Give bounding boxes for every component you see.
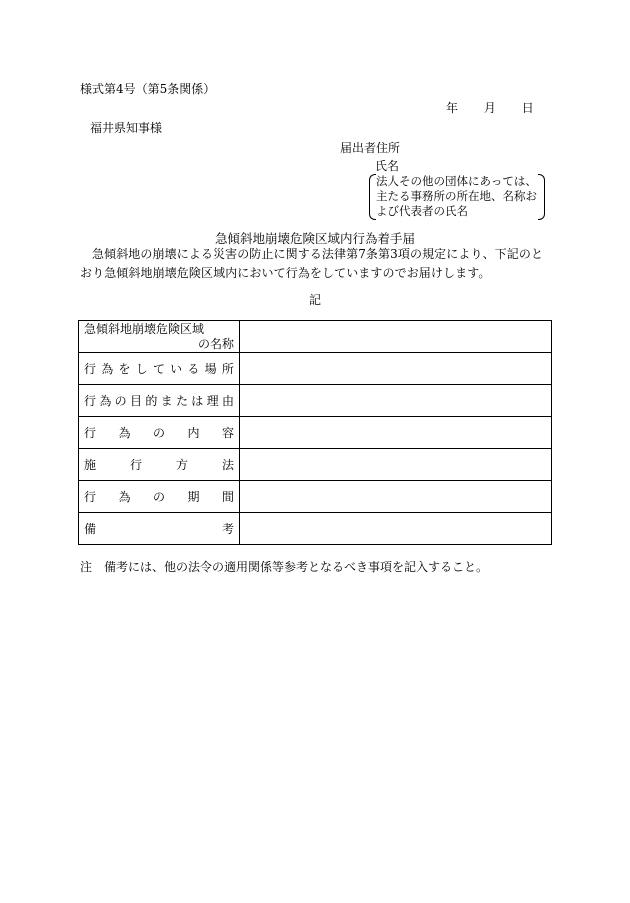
row-label-text: 備 考	[84, 522, 234, 536]
footnote: 注 備考には、他の法令の適用関係等参考となるべき事項を記入すること。	[80, 560, 489, 574]
table-row	[79, 321, 552, 353]
applicant-name-label: 氏名	[375, 159, 400, 173]
area-name-line1: 急傾斜地崩壊危険区域	[84, 321, 205, 336]
bracket-left	[369, 174, 376, 220]
row-label-text: 施 行 方 法	[84, 458, 234, 472]
ki-heading: 記	[308, 293, 321, 307]
corporation-note	[369, 174, 545, 220]
table-row	[79, 385, 552, 417]
document-title: 急傾斜地崩壊危険区域内行為着手届	[214, 231, 415, 246]
value-cell-method[interactable]	[240, 449, 552, 481]
row-label-text: 行 為 の 内 容	[84, 426, 234, 440]
value-cell-purpose[interactable]	[240, 385, 552, 417]
body-text: 急傾斜地の崩壊による災害の防止に関する法律第7条第3項の規定により、下記のとおり急傾斜地崩壊危険区域内において行為をしていますのでお届けします。	[80, 247, 544, 280]
date-month: 月	[483, 101, 496, 115]
row-label-period	[79, 481, 240, 513]
value-cell-content[interactable]	[240, 417, 552, 449]
corporation-note-text: 法人その他の団体にあっては、主たる事務所の所在地、名称および代表者の氏名	[376, 174, 537, 218]
date-year: 年	[446, 101, 459, 115]
table-row	[79, 353, 552, 385]
addressee: 福井県知事様	[90, 121, 163, 135]
row-label-text: 行 為 の 期 間	[84, 490, 234, 504]
row-label-content	[79, 417, 240, 449]
value-cell-period[interactable]	[240, 481, 552, 513]
table-row	[79, 417, 552, 449]
form-number: 様式第4号（第5条関係）	[80, 82, 216, 96]
row-label-area-name	[79, 321, 240, 353]
value-cell-place[interactable]	[240, 353, 552, 385]
date-day: 日	[521, 101, 534, 115]
bracket-right	[538, 174, 545, 220]
row-label-text: 行 為 を し て い る 場 所	[84, 362, 234, 376]
row-label-text: 行 為 の 目 的 ま た は 理 由	[84, 394, 234, 408]
value-cell-remarks[interactable]	[240, 513, 552, 545]
table-row	[79, 481, 552, 513]
row-label-method	[79, 449, 240, 481]
value-cell-area-name[interactable]	[240, 321, 552, 353]
row-label-purpose	[79, 385, 240, 417]
area-name-line2: の名称	[197, 336, 234, 351]
applicant-address-label: 届出者住所	[340, 141, 401, 155]
table-row	[79, 449, 552, 481]
table-row	[79, 513, 552, 545]
row-label-remarks	[79, 513, 240, 545]
row-label-place	[79, 353, 240, 385]
notification-table	[78, 320, 552, 545]
date-line	[446, 99, 534, 116]
